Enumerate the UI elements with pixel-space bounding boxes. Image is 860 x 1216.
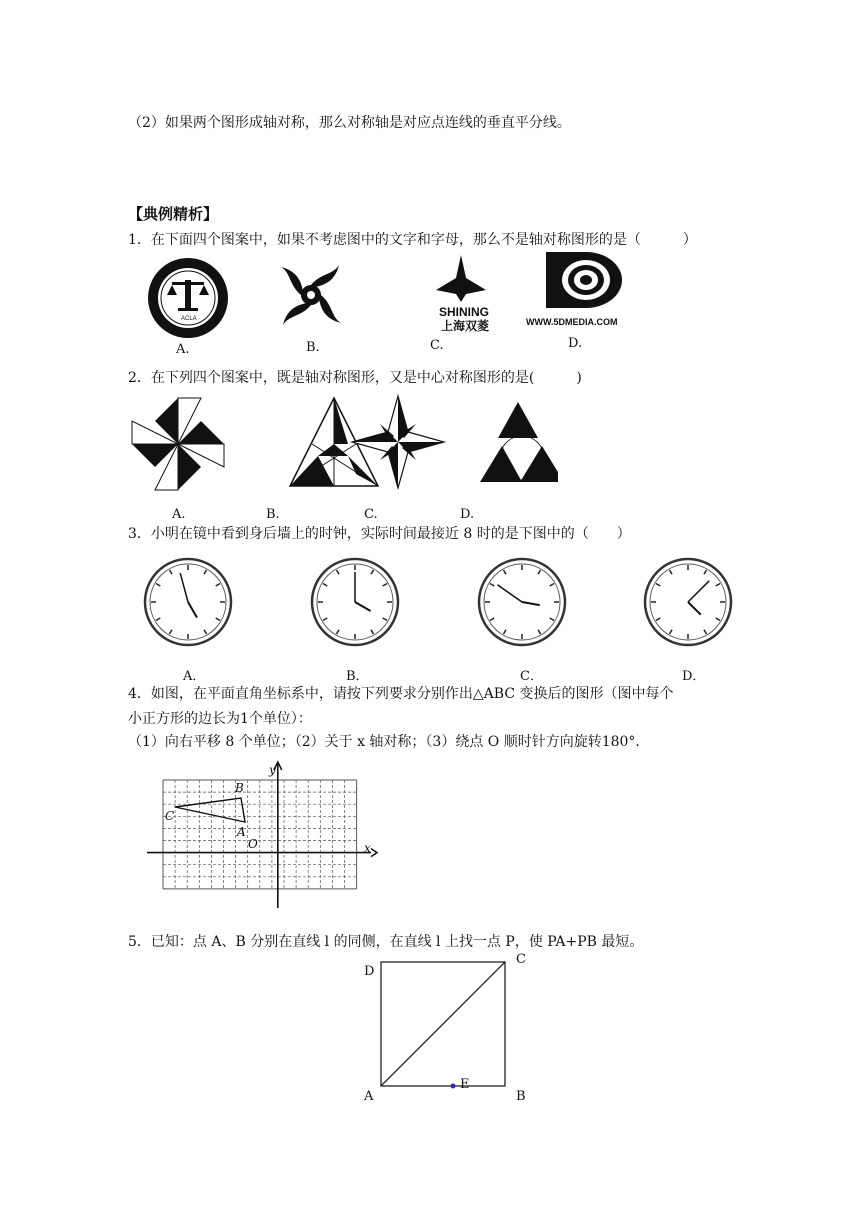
q2-option-c: C. [364, 507, 378, 522]
pattern-d-triangles [480, 402, 558, 482]
q2-option-a: A. [172, 507, 186, 522]
pattern-a-pinwheel [132, 398, 224, 490]
label-c: C [516, 952, 526, 967]
point-b-label: B [235, 781, 244, 795]
q1-option-d: D. [568, 336, 583, 351]
q2-figure [128, 394, 558, 494]
axis-y-label: y [269, 763, 276, 777]
logo-a-center-text: ACLA [181, 316, 197, 322]
intro-line: （2）如果两个图形成轴对称，那么对称轴是对应点连线的垂直平分线。 [128, 115, 571, 131]
logo-c-text1: SHINING [439, 305, 490, 319]
q1-option-b: B. [306, 340, 320, 355]
label-b: B [516, 1089, 526, 1104]
section-title: 【典例精析】 [128, 205, 219, 223]
q1-option-a: A. [176, 342, 190, 357]
logo-c-shining [436, 255, 489, 333]
label-a: A [364, 1089, 374, 1104]
clock-face [645, 559, 731, 645]
logo-d-5dmedia [526, 252, 622, 327]
q3-option-d: D． [682, 669, 706, 684]
logo-b-swirl [281, 265, 341, 325]
q1-text: 1．在下面四个图案中，如果不考虑图中的文字和字母，那么不是轴对称图形的是（ ） [128, 232, 697, 248]
q3-option-a: A． [183, 669, 206, 684]
clock-face [145, 559, 231, 645]
logo-c-text2: 上海双菱 [441, 319, 490, 333]
q3-text: 3．小明在镜中看到身后墙上的时钟，实际时间最接近 8 时的是下图中的（ ） [128, 526, 631, 542]
q3-figure [140, 556, 740, 648]
logo-d-text: WWW.5DMEDIA.COM [526, 317, 618, 327]
q2-text: 2．在下列四个图案中，既是轴对称图形，又是中心对称图形的是( ) [128, 370, 582, 386]
clock-face [479, 559, 565, 645]
point-c-label: C [165, 809, 175, 823]
origin-label: O [248, 837, 258, 851]
q5-square-figure [356, 950, 536, 1110]
q1-figure [136, 250, 641, 355]
q3-option-c: C． [520, 669, 543, 684]
q4-line2: 小正方形的边长为1个单位）： [128, 711, 312, 727]
q4-line1: 4．如图，在平面直角坐标系中，请按下列要求分别作出△ABC 变换后的图形（图中每个 [128, 686, 674, 702]
label-d: D [364, 964, 375, 979]
q4-coordinate-grid [145, 760, 385, 912]
point-a-label: A [237, 825, 246, 839]
q1-option-c: C. [430, 338, 444, 353]
q3-option-b: B． [346, 669, 369, 684]
q2-option-d: D. [460, 507, 475, 522]
q5-text: 5．已知：点 A、B 分别在直线 l 的同侧，在直线 l 上找一点 P，使 PA+PB 最短。 [128, 934, 644, 950]
label-e: E [460, 1077, 470, 1092]
logo-a-seal [148, 258, 228, 338]
q4-line3: （1）向右平移 8 个单位；（2）关于 x 轴对称；（3）绕点 O 顺时针方向旋转180°． [128, 734, 650, 750]
axis-x-label: x [364, 841, 371, 855]
clock-face [312, 559, 398, 645]
q2-option-b: B. [266, 507, 280, 522]
